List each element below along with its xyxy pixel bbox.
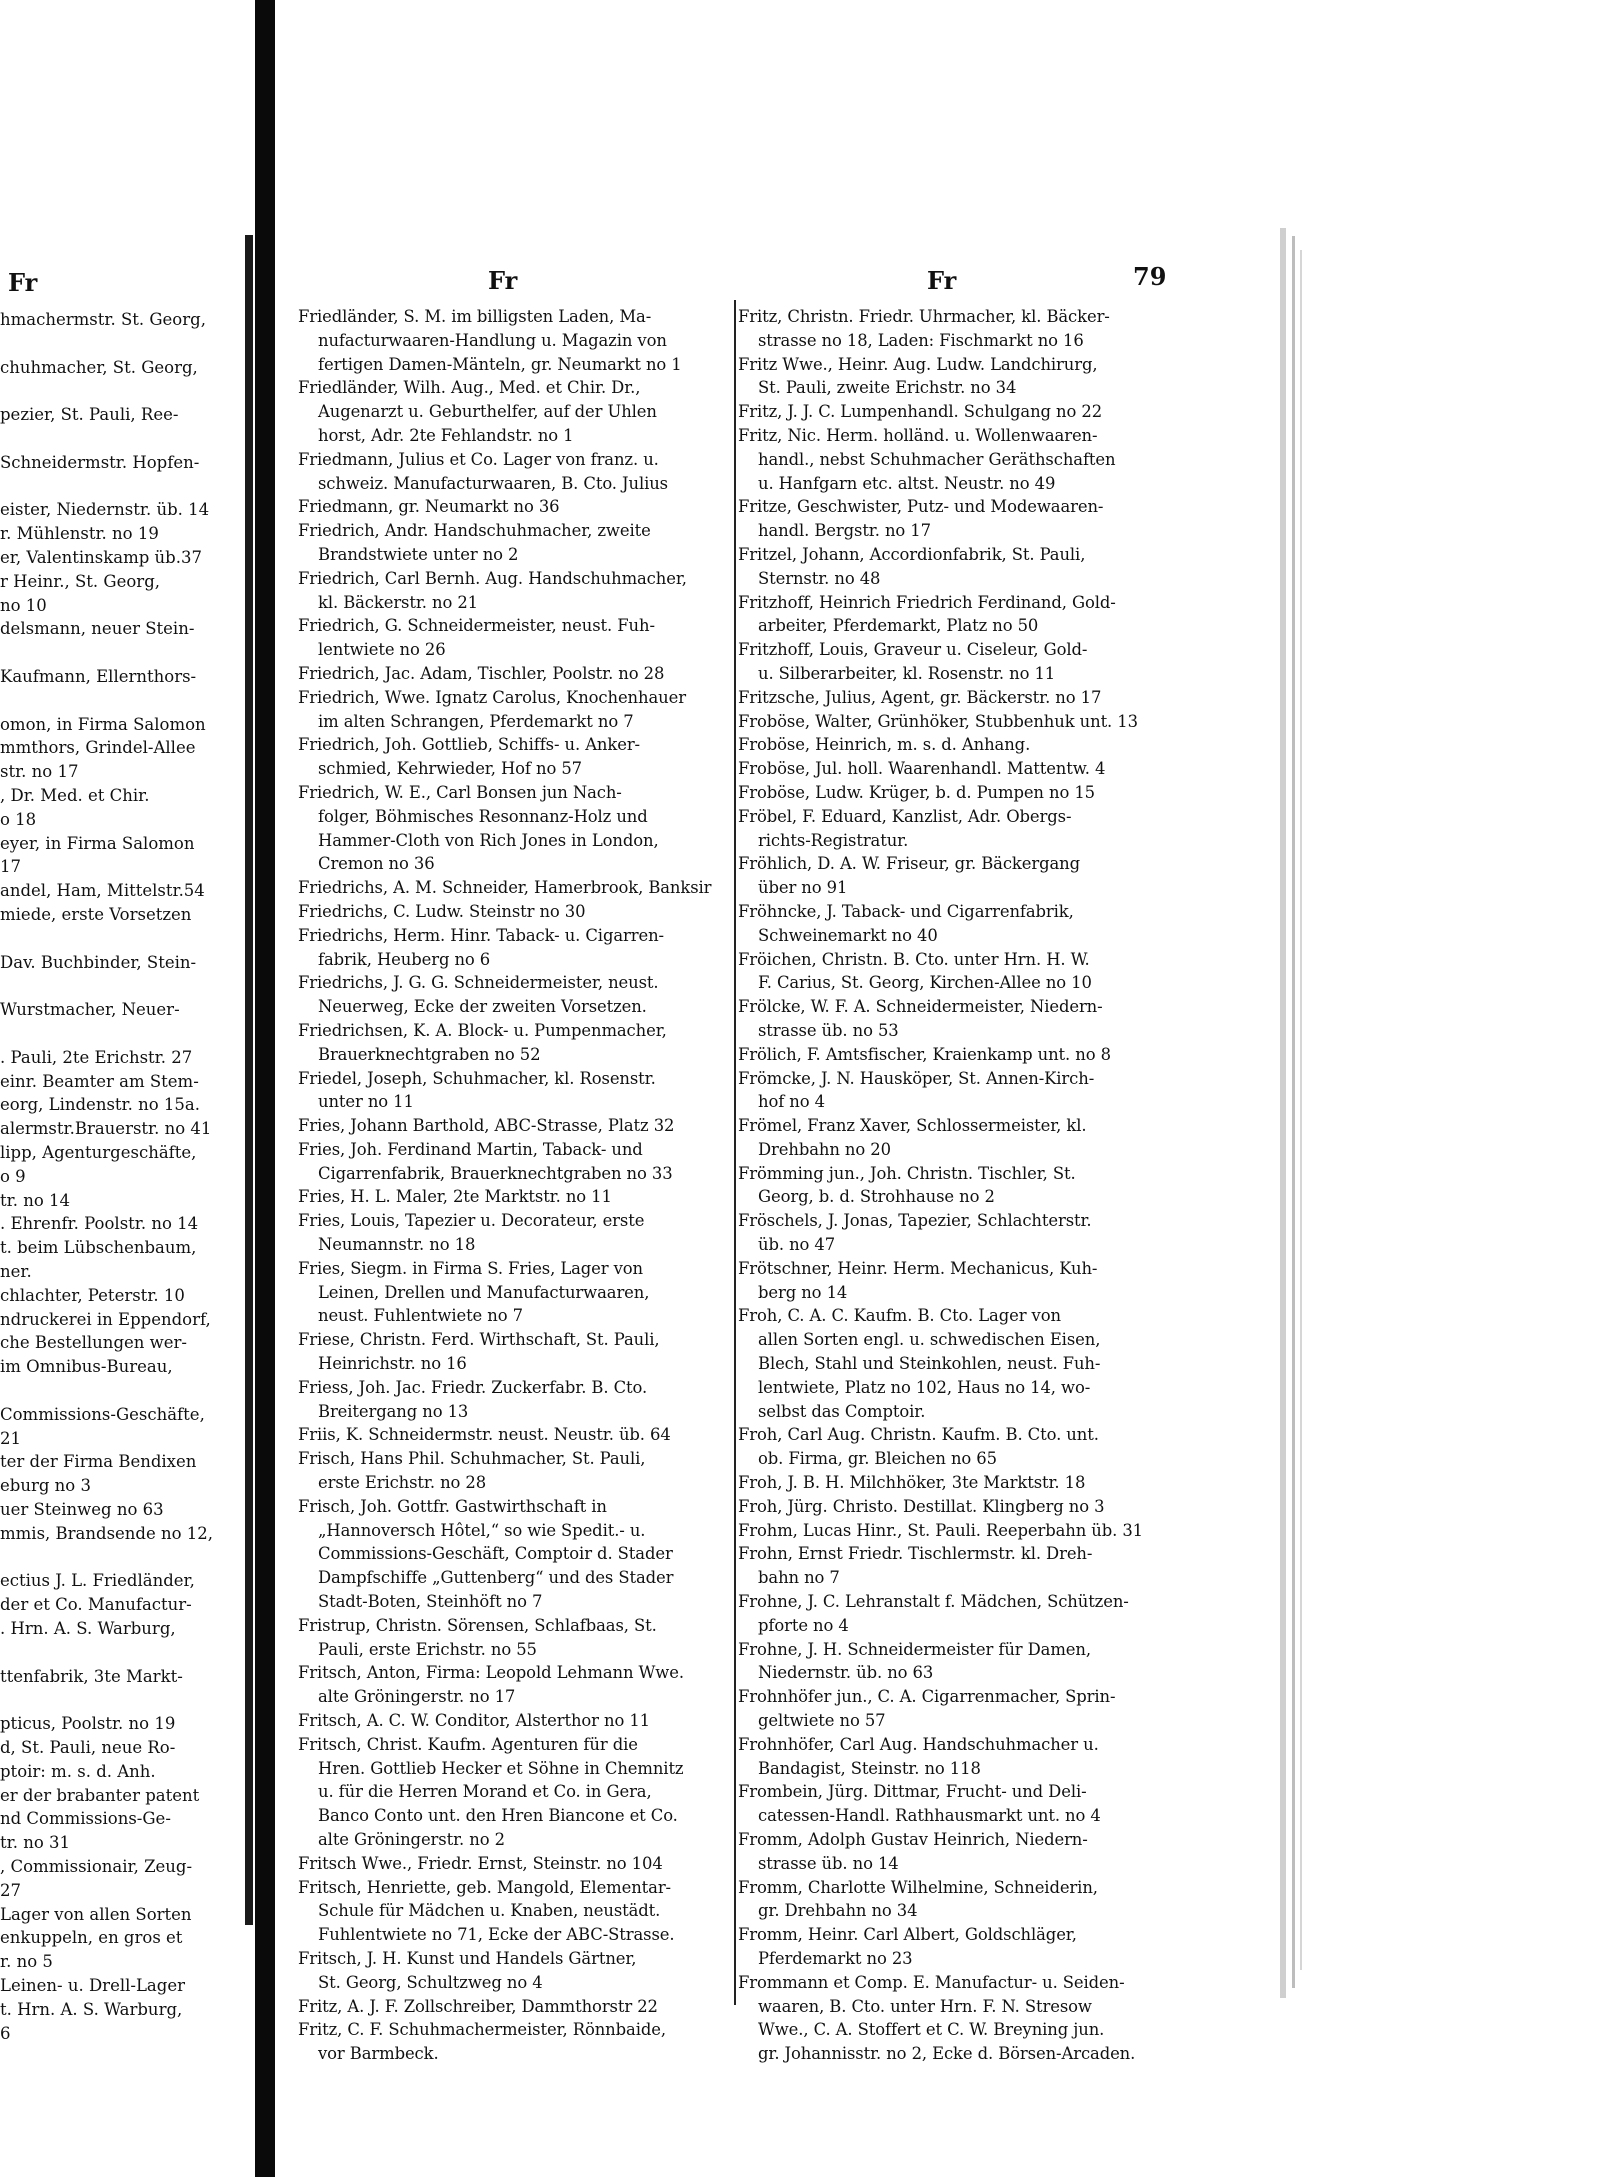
left-page-line: tr. no 31 [0,1833,70,1853]
directory-line: Fritsch Wwe., Friedr. Ernst, Steinstr. no 104 [298,1853,663,1873]
left-page-line: eister, Niedernstr. üb. 14 [0,500,210,520]
left-page-line: tr. no 14 [0,1190,70,1210]
directory-line: Friedrichs, J. G. G. Schneidermeister, neust. [298,973,659,993]
directory-line: „Hannoversch Hôtel,“ so wie Spedit.- u. [318,1520,646,1540]
directory-line: u. für die Herren Morand et Co. in Gera, [318,1782,652,1802]
directory-line: selbst das Comptoir. [758,1401,926,1421]
directory-line: Drehbahn no 20 [758,1139,891,1159]
directory-line: Fritz, A. J. F. Zollschreiber, Dammthorstr 22 [298,1996,658,2016]
directory-line: Friese, Christn. Ferd. Wirthschaft, St. Pauli, [298,1330,660,1350]
left-page-line: pticus, Poolstr. no 19 [0,1714,176,1734]
directory-line: Frömming jun., Joh. Christn. Tischler, St. [738,1163,1076,1183]
left-page-line: 21 [0,1428,21,1448]
directory-line: Schweinemarkt no 40 [758,925,938,945]
directory-line: Cremon no 36 [318,854,435,874]
directory-line: handl., nebst Schuhmacher Geräthschaften [758,449,1116,469]
directory-line: Fries, Joh. Ferdinand Martin, Taback- und [298,1139,643,1159]
directory-line: Frölich, F. Amtsfischer, Kraienkamp unt. no 8 [738,1044,1111,1064]
directory-line: Fröschels, J. Jonas, Tapezier, Schlachterstr. [738,1211,1092,1231]
directory-line: Friedländer, S. M. im billigsten Laden, Ma- [298,307,652,326]
left-page-line: nd Commissions-Ge- [0,1809,171,1829]
directory-line: Breitergang no 13 [318,1401,469,1421]
left-page-line: lipp, Agenturgeschäfte, [0,1143,197,1162]
directory-line: Augenarzt u. Geburthelfer, auf der Uhlen [318,402,657,422]
directory-line: Banco Conto unt. den Hren Biancone et Co. [318,1806,678,1826]
left-page-line: chlachter, Peterstr. 10 [0,1285,185,1305]
directory-line: Frisch, Joh. Gottfr. Gastwirthschaft in [298,1496,607,1516]
page-edge-3 [1300,250,1302,1970]
directory-line: Fröhlich, D. A. W. Friseur, gr. Bäckergang [738,854,1081,874]
left-page-line: Lager von allen Sorten [0,1904,192,1924]
directory-line: Fritzhoff, Heinrich Friedrich Ferdinand, Gold- [738,592,1116,612]
directory-line: Froböse, Heinrich, m. s. d. Anhang. [738,735,1031,755]
directory-line: Leinen, Drellen und Manufacturwaaren, [318,1282,650,1302]
directory-line: Friedmann, Julius et Co. Lager von franz. u. [298,449,659,469]
directory-line: Fritsch, Christ. Kaufm. Agenturen für die [298,1734,638,1754]
left-page-line: eyer, in Firma Salomon [0,833,195,853]
directory-line: Friedel, Joseph, Schuhmacher, kl. Rosenstr. [298,1068,656,1088]
directory-line: Friedrich, W. E., Carl Bonsen jun Nach- [298,782,622,802]
directory-line: neust. Fuhlentwiete no 7 [318,1306,523,1326]
right-page-header-a: Fr [488,266,518,295]
directory-line: Froh, Jürg. Christo. Destillat. Klingberg no 3 [738,1496,1105,1516]
directory-line: u. Silberarbeiter, kl. Rosenstr. no 11 [758,663,1056,683]
left-page-line: uer Steinweg no 63 [0,1500,164,1519]
directory-line: Fries, Louis, Tapezier u. Decorateur, erste [298,1211,645,1231]
directory-line: Friess, Joh. Jac. Friedr. Zuckerfabr. B. Cto. [298,1377,648,1397]
directory-line: nufacturwaaren-Handlung u. Magazin von [318,330,667,350]
left-page-line: eburg no 3 [0,1476,91,1496]
directory-line: Frisch, Hans Phil. Schuhmacher, St. Pauli, [298,1449,646,1469]
left-page-line: miede, erste Vorsetzen [0,905,192,924]
directory-line: arbeiter, Pferdemarkt, Platz no 50 [758,616,1039,636]
left-page-line: che Bestellungen wer- [0,1333,187,1353]
directory-line: vor Barmbeck. [318,2044,439,2064]
directory-line: üb. no 47 [758,1235,836,1255]
left-page-line: der et Co. Manufactur- [0,1595,192,1615]
page-edge-2 [1292,236,1295,1988]
directory-line: Friedländer, Wilh. Aug., Med. et Chir. Dr., [298,378,641,398]
directory-line: Frommann et Comp. E. Manufactur- u. Seiden- [738,1972,1125,1992]
left-page-line: r Heinr., St. Georg, [0,571,160,591]
left-page-line: , Commissionair, Zeug- [0,1857,193,1876]
directory-line: Frohne, J. H. Schneidermeister für Damen, [738,1639,1091,1659]
directory-line: gr. Drehbahn no 34 [758,1901,918,1921]
directory-line: Blech, Stahl und Steinkohlen, neust. Fuh- [758,1354,1101,1374]
left-page-line: chuhmacher, St. Georg, [0,357,198,377]
left-page-line: r. no 5 [0,1952,53,1972]
directory-line: Friedrich, Andr. Handschuhmacher, zweite [298,521,651,541]
directory-line: alte Gröningerstr. no 2 [318,1830,505,1849]
directory-line: Fritz, C. F. Schuhmachermeister, Rönnbaide, [298,2020,666,2040]
left-page-line: er, Valentinskamp üb.37 [0,548,202,567]
left-page-line: Commissions-Geschäfte, [0,1404,205,1424]
directory-line: Dampfschiffe „Guttenberg“ und des Stader [318,1568,674,1588]
directory-line: catessen-Handl. Rathhausmarkt unt. no 4 [758,1806,1101,1826]
directory-line: Fritsch, Henriette, geb. Mangold, Elementar- [298,1877,671,1897]
directory-line: Hren. Gottlieb Hecker et Söhne in Chemnitz [318,1758,684,1778]
directory-line: u. Hanfgarn etc. altst. Neustr. no 49 [758,473,1056,493]
directory-line: F. Carius, St. Georg, Kirchen-Allee no 10 [758,973,1092,993]
directory-line: folger, Böhmisches Resonnanz-Holz und [318,806,648,826]
directory-line: berg no 14 [758,1282,848,1302]
directory-line: handl. Bergstr. no 17 [758,521,931,541]
left-page-line: Kaufmann, Ellernthors- [0,667,197,686]
directory-line: Friedrichsen, K. A. Block- u. Pumpenmacher, [298,1020,667,1040]
directory-line: Frohn, Ernst Friedr. Tischlermstr. kl. Dreh- [738,1544,1093,1564]
directory-line: Froböse, Ludw. Krüger, b. d. Pumpen no 15 [738,782,1095,802]
left-page-line: d, St. Pauli, neue Ro- [0,1738,176,1757]
directory-line: Friedrichs, C. Ludw. Steinstr no 30 [298,901,586,921]
left-page-line: t. beim Lübschenbaum, [0,1238,197,1258]
left-page-line: ner. [0,1262,32,1281]
directory-line: Froh, Carl Aug. Christn. Kaufm. B. Cto. unt. [738,1425,1099,1445]
book-gutter [255,0,275,2177]
directory-line: strasse üb. no 53 [758,1020,899,1040]
directory-line: Frömel, Franz Xaver, Schlossermeister, kl. [738,1116,1087,1136]
left-page-line: r. Mühlenstr. no 19 [0,524,159,544]
left-page-line: str. no 17 [0,762,79,782]
left-page-line: Dav. Buchbinder, Stein- [0,952,197,972]
directory-line: Frohne, J. C. Lehranstalt f. Mädchen, Schützen- [738,1592,1129,1612]
left-page-line: Wurstmacher, Neuer- [0,1000,180,1020]
directory-line: Fromm, Charlotte Wilhelmine, Schneiderin, [738,1877,1098,1897]
left-page-line: mmis, Brandsende no 12, [0,1523,214,1543]
directory-line: Fries, Johann Barthold, ABC-Strasse, Platz 32 [298,1116,675,1136]
directory-line: Fries, H. L. Maler, 2te Marktstr. no 11 [298,1187,612,1207]
left-page-header: Fr [8,268,38,297]
directory-line: Georg, b. d. Strohhause no 2 [758,1187,995,1207]
right-page-header-b: Fr [927,266,957,295]
directory-line: Frohm, Lucas Hinr., St. Pauli. Reeperbahn üb. 31 [738,1520,1144,1540]
directory-line: Frohnhöfer jun., C. A. Cigarrenmacher, Sprin- [738,1687,1116,1707]
directory-line: Sternstr. no 48 [758,568,881,588]
directory-line: strasse no 18, Laden: Fischmarkt no 16 [758,330,1084,350]
directory-line: Froböse, Walter, Grünhöker, Stubbenhuk unt. 13 [738,711,1138,731]
directory-line: St. Georg, Schultzweg no 4 [318,1972,543,1992]
left-page-line: ndruckerei in Eppendorf, [0,1309,211,1329]
left-page-line: ttenfabrik, 3te Markt- [0,1666,183,1686]
directory-line: Brauerknechtgraben no 52 [318,1044,541,1064]
left-page-line: , Dr. Med. et Chir. [0,786,150,805]
left-page-line: 6 [0,2023,11,2043]
directory-line: Fritzel, Johann, Accordionfabrik, St. Pauli, [738,544,1086,564]
directory-line: horst, Adr. 2te Fehlandstr. no 1 [318,425,574,445]
left-page-line: no 10 [0,595,47,615]
directory-line: Fries, Siegm. in Firma S. Fries, Lager von [298,1258,644,1278]
left-page-line: Schneidermstr. Hopfen- [0,452,200,472]
left-page-line: delsmann, neuer Stein- [0,619,195,639]
left-page-line: o 18 [0,809,37,829]
directory-line: fertigen Damen-Mänteln, gr. Neumarkt no 1 [318,354,682,374]
left-page-line: er der brabanter patent [0,1785,200,1805]
directory-line: Froh, C. A. C. Kaufm. B. Cto. Lager von [738,1306,1061,1326]
left-page-line: pezier, St. Pauli, Ree- [0,405,179,425]
directory-line: erste Erichstr. no 28 [318,1473,487,1493]
directory-line: Friedrich, Joh. Gottlieb, Schiffs- u. Anker- [298,735,640,755]
directory-line: strasse üb. no 14 [758,1853,899,1873]
directory-line: Brandstwiete unter no 2 [318,544,519,564]
directory-line: Cigarrenfabrik, Brauerknechtgraben no 33 [318,1163,673,1183]
left-page-line: enkuppeln, en gros et [0,1928,183,1948]
directory-line: Fritz, Christn. Friedr. Uhrmacher, kl. Bäcker- [738,307,1110,326]
directory-line: geltwiete no 57 [758,1711,886,1731]
directory-line: St. Pauli, zweite Erichstr. no 34 [758,378,1017,398]
left-page-line: im Omnibus-Bureau, [0,1357,173,1377]
directory-line: Neumannstr. no 18 [318,1235,476,1255]
left-page-line: omon, in Firma Salomon [0,714,206,734]
directory-line: Fritsch, A. C. W. Conditor, Alsterthor no 11 [298,1711,651,1731]
directory-line: lentwiete no 26 [318,640,446,660]
left-page-line: 27 [0,1880,21,1900]
left-page-line: ptoir: m. s. d. Anh. [0,1761,156,1781]
directory-line: pforte no 4 [758,1615,849,1635]
directory-line: Fritsch, J. H. Kunst und Handels Gärtner, [298,1948,637,1968]
directory-line: Fröichen, Christn. B. Cto. unter Hrn. H. W. [738,949,1090,969]
left-page-line: 17 [0,857,21,877]
directory-line: Commissions-Geschäft, Comptoir d. Stader [318,1544,673,1564]
left-page-line: . Hrn. A. S. Warburg, [0,1619,176,1638]
page-number: 79 [1133,262,1167,291]
directory-column-left [298,305,730,2066]
directory-line: Friedrich, Wwe. Ignatz Carolus, Knochenhauer [298,687,686,707]
directory-line: im alten Schrangen, Pferdemarkt no 7 [318,711,634,731]
directory-line: Fritz, J. J. C. Lumpenhandl. Schulgang no 22 [738,402,1103,422]
directory-line: kl. Bäckerstr. no 21 [318,592,479,612]
left-page-line: einr. Beamter am Stem- [0,1071,199,1091]
directory-line: alte Gröningerstr. no 17 [318,1687,516,1707]
directory-line: Fritz, Nic. Herm. holländ. u. Wollenwaaren- [738,425,1098,445]
left-page [0,238,245,2043]
directory-line: Fritze, Geschwister, Putz- und Modewaaren- [738,497,1104,517]
directory-line: ob. Firma, gr. Bleichen no 65 [758,1449,997,1469]
directory-line: Friedrich, Carl Bernh. Aug. Handschuhmacher, [298,568,687,588]
left-page-line: . Pauli, 2te Erichstr. 27 [0,1047,193,1067]
directory-line: Friis, K. Schneidermstr. neust. Neustr. üb. 64 [298,1425,671,1445]
directory-column-right [738,305,1170,2066]
directory-line: Niedernstr. üb. no 63 [758,1663,934,1683]
directory-line: Fritzhoff, Louis, Graveur u. Ciseleur, Gold- [738,640,1088,660]
directory-line: Wwe., C. A. Stoffert et C. W. Breyning jun. [758,2020,1105,2040]
directory-line: Frölcke, W. F. A. Schneidermeister, Niedern- [738,997,1103,1017]
directory-line: schweiz. Manufacturwaaren, B. Cto. Julius [318,473,668,493]
directory-line: Neuerweg, Ecke der zweiten Vorsetzen. [318,997,647,1017]
directory-line: Pferdemarkt no 23 [758,1948,913,1968]
directory-line: Frombein, Jürg. Dittmar, Frucht- und Deli- [738,1782,1087,1802]
directory-line: allen Sorten engl. u. schwedischen Eisen, [758,1330,1101,1350]
directory-line: bahn no 7 [758,1568,840,1588]
directory-line: fabrik, Heuberg no 6 [318,949,491,969]
left-page-line: o 9 [0,1166,26,1186]
directory-line: lentwiete, Platz no 102, Haus no 14, wo- [758,1377,1091,1397]
directory-line: Fristrup, Christn. Sörensen, Schlafbaas, St. [298,1615,657,1635]
left-page-line: mmthors, Grindel-Allee [0,738,196,758]
directory-line: Fritzsche, Julius, Agent, gr. Bäckerstr. no 17 [738,687,1102,707]
directory-line: Fröbel, F. Eduard, Kanzlist, Adr. Obergs- [738,806,1072,826]
left-page-line: . Ehrenfr. Poolstr. no 14 [0,1214,199,1234]
left-page-line: t. Hrn. A. S. Warburg, [0,1999,183,2019]
directory-line: Frötschner, Heinr. Herm. Mechanicus, Kuh- [738,1258,1098,1278]
directory-line: Fritz Wwe., Heinr. Aug. Ludw. Landchirurg, [738,354,1098,374]
directory-line: Friedrich, Jac. Adam, Tischler, Poolstr. no 28 [298,663,665,683]
directory-line: Fuhlentwiete no 71, Ecke der ABC-Strasse. [318,1925,675,1945]
directory-line: schmied, Kehrwieder, Hof no 57 [318,759,582,779]
left-page-line: ter der Firma Bendixen [0,1452,197,1472]
directory-line: hof no 4 [758,1092,825,1112]
column-rule [734,300,736,2005]
directory-line: gr. Johannisstr. no 2, Ecke d. Börsen-Arcaden. [758,2044,1136,2064]
directory-line: Heinrichstr. no 16 [318,1354,467,1374]
directory-line: Friedmann, gr. Neumarkt no 36 [298,497,560,517]
directory-line: Fromm, Heinr. Carl Albert, Goldschläger, [738,1925,1077,1945]
directory-line: richts-Registratur. [758,830,909,850]
directory-line: waaren, B. Cto. unter Hrn. F. N. Stresow [758,1996,1092,2016]
directory-line: Fromm, Adolph Gustav Heinrich, Niedern- [738,1830,1088,1849]
directory-line: Frohnhöfer, Carl Aug. Handschuhmacher u. [738,1734,1099,1754]
left-page-line: hmachermstr. St. Georg, [0,310,206,329]
directory-line: Friedrich, G. Schneidermeister, neust. Fuh- [298,616,655,636]
directory-line: Froböse, Jul. holl. Waarenhandl. Mattentw. 4 [738,759,1106,779]
directory-line: Bandagist, Steinstr. no 118 [758,1758,981,1778]
page-edge [1280,228,1286,1998]
directory-line: Pauli, erste Erichstr. no 55 [318,1639,537,1659]
directory-line: über no 91 [758,878,848,898]
left-page-line: Leinen- u. Drell-Lager [0,1976,185,1995]
directory-line: Stadt-Boten, Steinhöft no 7 [318,1592,543,1612]
left-page-line: ectius J. L. Friedländer, [0,1571,195,1591]
directory-line: Schule für Mädchen u. Knaben, neustädt. [318,1901,661,1921]
directory-line: Fröhncke, J. Taback- und Cigarrenfabrik, [738,901,1074,921]
gutter-shadow [245,235,253,1925]
left-page-line: alermstr.Brauerstr. no 41 [0,1119,212,1139]
directory-line: Friedrichs, Herm. Hinr. Taback- u. Cigarren- [298,925,664,945]
directory-line: Froh, J. B. H. Milchhöker, 3te Marktstr. 18 [738,1473,1086,1493]
directory-line: Friedrichs, A. M. Schneider, Hamerbrook, Banksir [298,878,712,898]
left-page-line: andel, Ham, Mittelstr.54 [0,881,205,901]
directory-line: Frömcke, J. N. Hausköper, St. Annen-Kirch- [738,1068,1095,1088]
directory-line: Fritsch, Anton, Firma: Leopold Lehmann Wwe. [298,1663,684,1683]
left-page-line: eorg, Lindenstr. no 15a. [0,1095,200,1115]
directory-line: unter no 11 [318,1092,414,1112]
directory-line: Hammer-Cloth von Rich Jones in London, [318,830,659,850]
